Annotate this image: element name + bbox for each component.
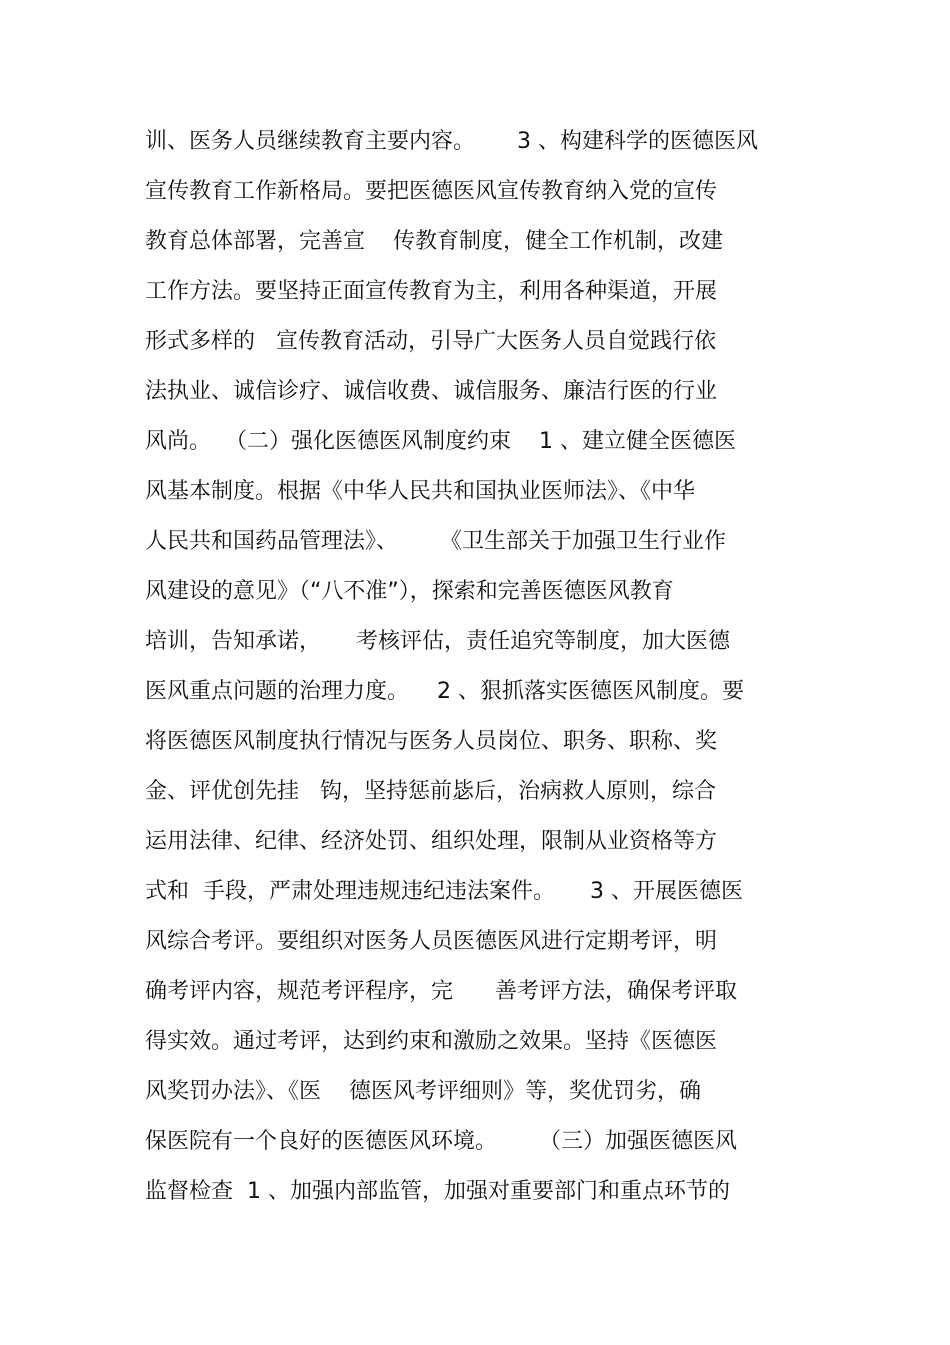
text-line: 风尚。 （二）强化医德医风制度约束 1 、建立健全医德医 (145, 429, 736, 454)
text-line: 人民共和国药品管理法》、 《卫生部关于加强卫生行业作 (145, 529, 726, 554)
text-line: 运用法律、纪律、经济处罚、组织处理，限制从业资格等方 (145, 829, 718, 854)
text-line: 式和 手段，严肃处理违规违纪违法案件。 3 、开展医德医 (145, 879, 743, 904)
text-line: 风建设的意见》（“八不准”），探索和完善医德医风教育 (145, 579, 674, 604)
text-line: 风基本制度。根据《中华人民共和国执业医师法》、《中华 (145, 479, 696, 504)
text-line: 训、医务人员继续教育主要内容。 3 、构建科学的医德医风 (145, 129, 758, 154)
text-line: 保医院有一个良好的医德医风环境。 （三）加强医德医风 (145, 1129, 737, 1154)
text-line: 形式多样的 宣传教育活动，引导广大医务人员自觉践行依 (145, 329, 716, 354)
text-line: 培训，告知承诺， 考核评估，责任追究等制度，加大医德 (145, 629, 730, 654)
text-line: 风奖罚办法》、《医 德医风考评细则》等，奖优罚劣，确 (145, 1079, 701, 1104)
text-line: 风综合考评。要组织对医务人员医德医风进行定期考评，明 (145, 929, 718, 954)
body-text (145, 124, 825, 1224)
text-line: 工作方法。要坚持正面宣传教育为主，利用各种渠道，开展 (145, 279, 718, 304)
text-line: 法执业、诚信诊疗、诚信收费、诚信服务、廉洁行医的行业 (145, 379, 718, 404)
text-line: 将医德医风制度执行情况与医务人员岗位、职务、职称、奖 (145, 729, 718, 754)
text-line: 监督检查 1 、加强内部监管，加强对重要部门和重点环节的 (145, 1179, 730, 1204)
text-line: 金、评优创先挂 钩，坚持惩前毖后，治病救人原则，综合 (145, 779, 716, 804)
text-line: 教育总体部署，完善宣 传教育制度，健全工作机制，改建 (145, 229, 723, 254)
text-line: 宣传教育工作新格局。要把医德医风宣传教育纳入党的宣传 (145, 179, 718, 204)
text-line: 得实效。通过考评，达到约束和激励之效果。坚持《医德医 (145, 1029, 718, 1054)
text-line: 医风重点问题的治理力度。 2 、狠抓落实医德医风制度。要 (145, 679, 744, 704)
text-line: 确考评内容，规范考评程序，完 善考评方法，确保考评取 (145, 979, 737, 1004)
